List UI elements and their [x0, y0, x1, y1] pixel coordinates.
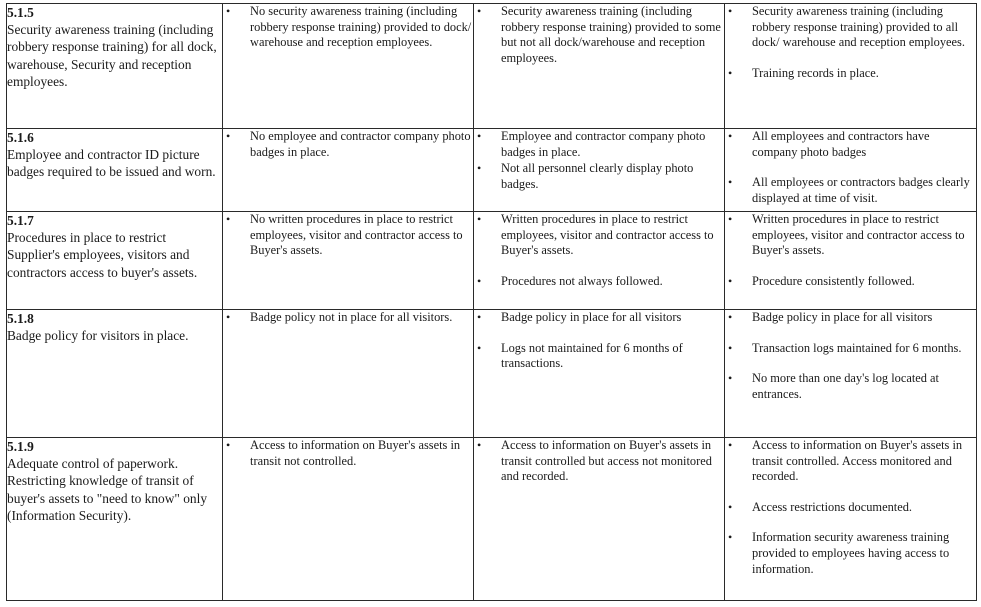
- level-3-cell: [725, 4, 977, 129]
- list-item: • All employees and contractors have company photo badges: [725, 129, 976, 160]
- list-item: • Procedure consistently followed.: [725, 274, 976, 290]
- level-3-cell: [725, 129, 977, 212]
- list-item: • No security awareness training (including robbery response training) provided to dock/ warehouse and reception employees.: [223, 4, 473, 51]
- list-item: • Training records in place.: [725, 66, 976, 82]
- level-3-cell: [725, 438, 977, 601]
- level-3-cell: [725, 212, 977, 310]
- requirement-code: 5.1.7: [7, 213, 34, 228]
- requirement-cell: [7, 310, 223, 438]
- requirement-cell: [7, 4, 223, 129]
- level-2-cell: [474, 310, 725, 438]
- requirement-text: Employee and contractor ID picture badges required to be issued and worn.: [7, 147, 216, 180]
- list-item: • Access to information on Buyer's assets in transit controlled but access not monitored and recorded.: [474, 438, 724, 485]
- list-item: • Badge policy in place for all visitors: [725, 310, 976, 326]
- list-item: • Logs not maintained for 6 months of transactions.: [474, 341, 724, 372]
- list-item: • Transaction logs maintained for 6 months.: [725, 341, 976, 357]
- requirement-text: Adequate control of paperwork. Restricting knowledge of transit of buyer's assets to "need to know" only (Information Security).: [7, 456, 208, 523]
- list-item: • No written procedures in place to restrict employees, visitor and contractor access to Buyer's assets.: [223, 212, 473, 259]
- level-2-cell: [474, 212, 725, 310]
- level-1-cell: [223, 4, 474, 129]
- table-row: [7, 4, 977, 129]
- assessment-table: [6, 3, 977, 601]
- requirement-code: 5.1.6: [7, 130, 34, 145]
- list-item: • No more than one day's log located at entrances.: [725, 371, 976, 402]
- list-item: • Security awareness training (including robbery response training) provided to some but not all dock/warehouse and reception employees.: [474, 4, 724, 66]
- list-item: • All employees or contractors badges clearly displayed at time of visit.: [725, 175, 976, 206]
- list-item: • Badge policy not in place for all visitors.: [223, 310, 473, 326]
- level-3-cell: [725, 310, 977, 438]
- list-item: • Badge policy in place for all visitors: [474, 310, 724, 326]
- level-1-cell: [223, 438, 474, 601]
- requirement-code: 5.1.8: [7, 311, 34, 326]
- list-item: • Not all personnel clearly display photo badges.: [474, 161, 724, 192]
- requirement-text: Procedures in place to restrict Supplier's employees, visitors and contractors access to buyer's assets.: [7, 230, 198, 280]
- list-item: • Access to information on Buyer's assets in transit not controlled.: [223, 438, 473, 469]
- requirement-text: Badge policy for visitors in place.: [7, 328, 189, 344]
- requirement-text: Security awareness training (including robbery response training) for all dock, warehouse, Security and reception employees.: [7, 22, 217, 89]
- table-row: [7, 310, 977, 438]
- list-item: • Written procedures in place to restrict employees, visitor and contractor access to Buyer's assets.: [725, 212, 976, 259]
- level-2-cell: [474, 4, 725, 129]
- list-item: • Employee and contractor company photo badges in place.: [474, 129, 724, 160]
- list-item: • Written procedures in place to restrict employees, visitor and contractor access to Buyer's assets.: [474, 212, 724, 259]
- level-1-cell: [223, 212, 474, 310]
- list-item: • Information security awareness training provided to employees having access to information.: [725, 530, 976, 577]
- level-1-cell: [223, 310, 474, 438]
- list-item: • Procedures not always followed.: [474, 274, 724, 290]
- requirement-cell: [7, 438, 223, 601]
- table-row: [7, 129, 977, 212]
- list-item: • Access restrictions documented.: [725, 500, 976, 516]
- table-row: [7, 438, 977, 601]
- requirement-cell: [7, 212, 223, 310]
- table-row: [7, 212, 977, 310]
- level-2-cell: [474, 438, 725, 601]
- requirement-code: 5.1.5: [7, 5, 34, 20]
- list-item: • No employee and contractor company photo badges in place.: [223, 129, 473, 160]
- requirement-code: 5.1.9: [7, 439, 34, 454]
- level-1-cell: [223, 129, 474, 212]
- list-item: • Security awareness training (including robbery response training) provided to all dock/ warehouse and reception employees.: [725, 4, 976, 51]
- level-2-cell: [474, 129, 725, 212]
- list-item: • Access to information on Buyer's assets in transit controlled. Access monitored and recorded.: [725, 438, 976, 485]
- requirement-cell: [7, 129, 223, 212]
